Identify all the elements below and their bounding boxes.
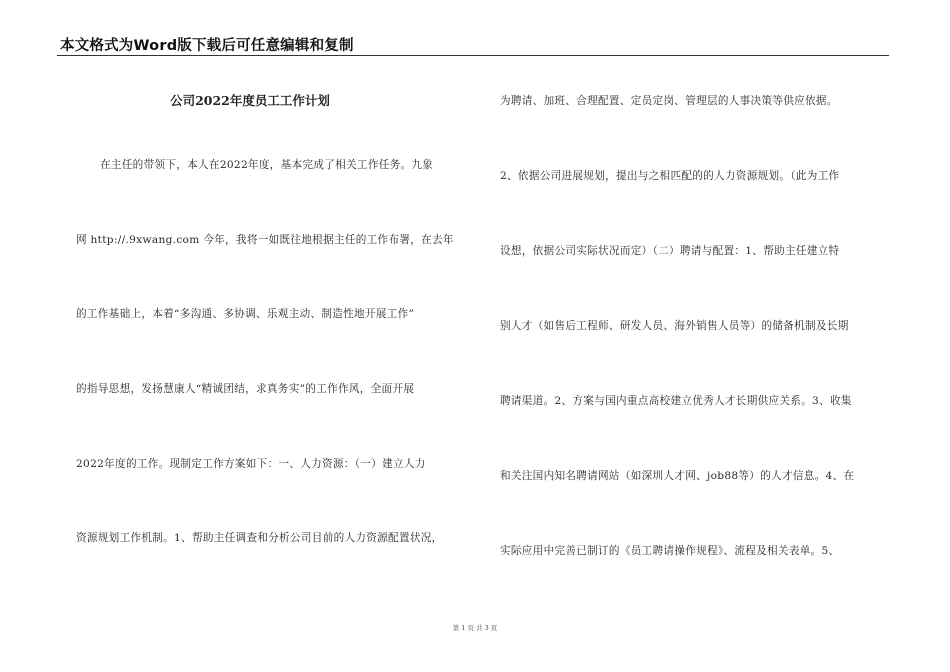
- left-column-line: 的指导思想，发扬慧康人“精诚团结，求真务实”的工作作风，全面开展: [76, 383, 415, 395]
- left-column-line: 2022年度的工作。现制定工作方案如下：一、人力资源：（一）建立人力: [76, 458, 426, 470]
- right-column-line: 为聘请、加班、合理配置、定员定岗、管理层的人事决策等供应依据。: [500, 95, 838, 107]
- right-column-line: 和关注国内知名聘请网站（如深圳人才网、job88等）的人才信息。4、在: [500, 470, 855, 482]
- right-column-line: 2、依据公司进展规划，提出与之相匹配的的人力资源规划。（此为工作: [500, 170, 840, 182]
- right-column-line: 实际应用中完善已制订的《员工聘请操作规程》、流程及相关表单。5、: [500, 545, 840, 557]
- left-column-line: 资源规划工作机制。1、帮助主任调查和分析公司目前的人力资源配置状况，: [76, 532, 443, 544]
- left-column-line: 在主任的带领下，本人在2022年度，基本完成了相关工作任务。九象: [100, 159, 434, 171]
- banner-divider: [57, 55, 889, 56]
- right-column-line: 聘请渠道。2、方案与国内重点高校建立优秀人才长期供应关系。3、收集: [500, 395, 852, 407]
- right-column-line: 设想，依据公司实际状况而定）（二）聘请与配置：1、帮助主任建立特: [500, 245, 840, 257]
- page-number: 第 1 页 共 3 页: [452, 624, 498, 632]
- left-column-line: 网 http://.9xwang.com 今年，我将一如既往地根据主任的工作布署，在去年: [76, 234, 454, 246]
- document-title: 公司2022年度员工工作计划: [170, 93, 330, 108]
- right-column-line: 别人才（如售后工程师、研发人员、海外销售人员等）的储备机制及长期: [500, 320, 849, 332]
- left-column-line: 的工作基础上，本着“多沟通、多协调、乐观主动、制造性地开展工作”: [76, 308, 415, 320]
- document-banner: 本文格式为Word版下载后可任意编辑和复制: [60, 38, 354, 54]
